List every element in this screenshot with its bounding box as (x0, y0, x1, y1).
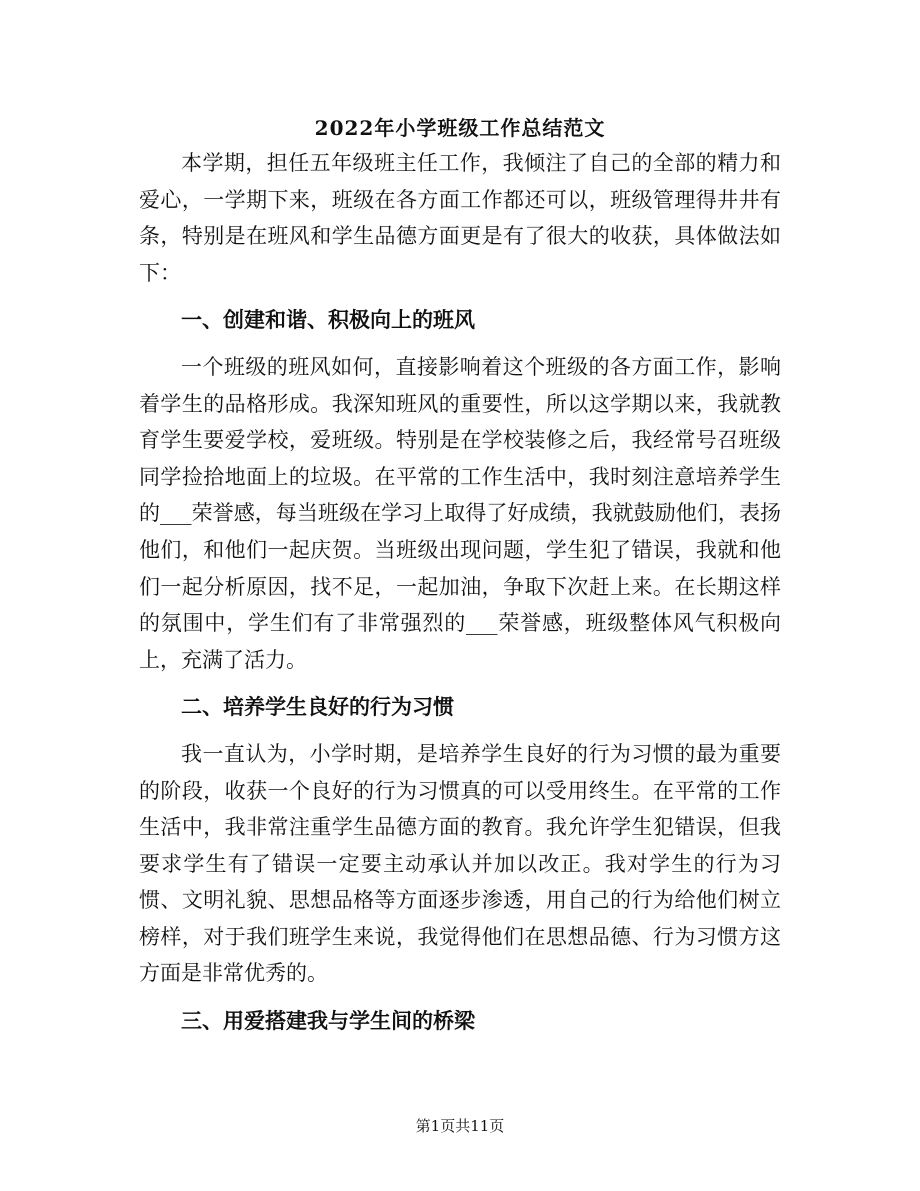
section-3-heading: 三、用爱搭建我与学生间的桥梁 (181, 1008, 475, 1034)
document-title: 2022年小学班级工作总结范文 (314, 116, 606, 140)
section-2-heading: 二、培养学生良好的行为习惯 (181, 694, 454, 720)
section-1-paragraph: 一个班级的班风如何，直接影响着这个班级的各方面工作，影响着学生的品格形成。我深知班风的重要性，所以这学期以来，我就教育学生要爱学校，爱班级。特别是在学校装修之后，我经常号召班级同学捡拾地面上的垃圾。在平常的工作生活中，我时刻注意培养学生的___荣誉感，每当班级在学习上取得了好成绩，我就鼓励他们，表扬他们，和他们一起庆贺。当班级出现问题，学生犯了错误，我就和他们一起分析原因，找不足，一起加油，争取下次赶上来。在长期这样的氛围中，学生们有了非常强烈的___荣誉感，班级整体风气积极向上，充满了活力。 (139, 354, 781, 672)
page-number-footer: 第1页共11页 (415, 1117, 505, 1135)
document-body (139, 145, 781, 1050)
section-2-paragraph: 我一直认为，小学时期，是培养学生良好的行为习惯的最为重要的阶段，收获一个良好的行为习惯真的可以受用终生。在平常的工作生活中，我非常注重学生品德方面的教育。我允许学生犯错误，但我要求学生有了错误一定要主动承认并加以改正。我对学生的行为习惯、文明礼貌、思想品格等方面逐步渗透，用自己的行为给他们树立榜样，对于我们班学生来说，我觉得他们在思想品德、行为习惯方这方面是非常优秀的。 (139, 741, 781, 986)
section-1-heading: 一、创建和谐、积极向上的班风 (181, 307, 475, 333)
intro-paragraph: 本学期，担任五年级班主任工作，我倾注了自己的全部的精力和爱心，一学期下来，班级在各方面工作都还可以，班级管理得井井有条，特别是在班风和学生品德方面更是有了很大的收获，具体做法如下： (139, 151, 781, 285)
